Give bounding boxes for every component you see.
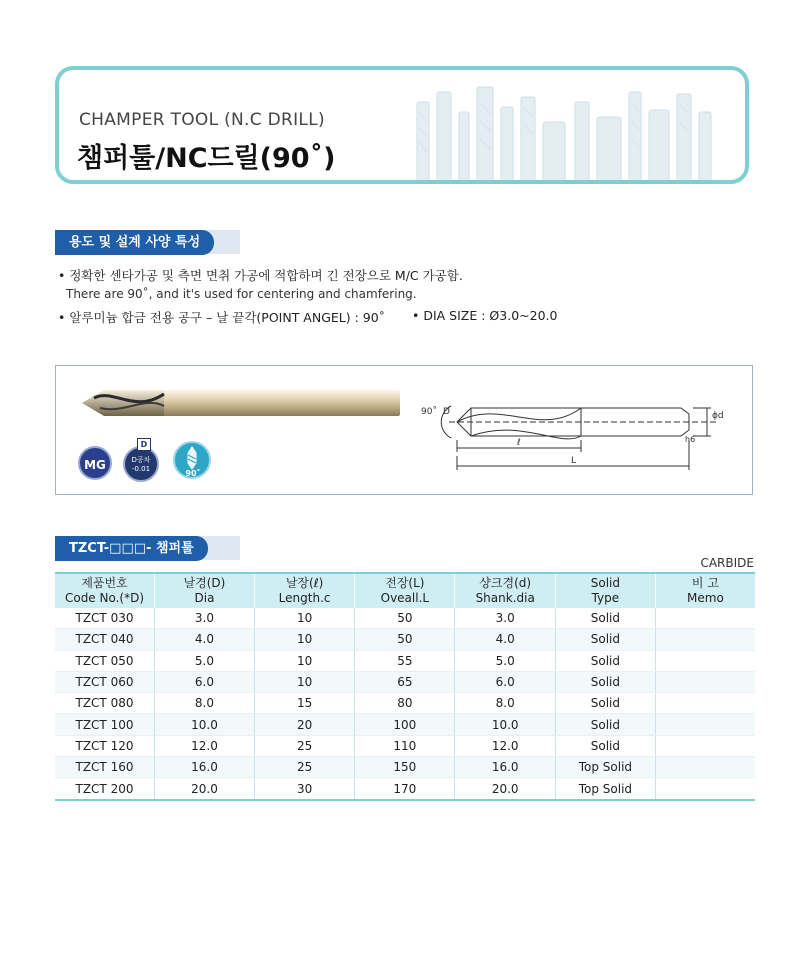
table-row: [55, 629, 755, 650]
header-dia: 날경(D) Dia: [155, 573, 255, 608]
cell-dia: 8.0: [155, 693, 255, 714]
cell-length: 25: [254, 757, 354, 778]
cell-overall: 65: [355, 671, 455, 692]
cell-length: 10: [254, 650, 354, 671]
cell-memo: [655, 650, 755, 671]
cell-code: TZCT 060: [55, 671, 155, 692]
cell-overall: 50: [355, 629, 455, 650]
header-memo: 비 고 Memo: [655, 573, 755, 608]
cell-length: 25: [254, 735, 354, 756]
cell-dia: 10.0: [155, 714, 255, 735]
feature-point-angle: • 알루미늄 합금 전용 공구 – 날 끝각(POINT ANGEL) : 90˚: [58, 310, 385, 325]
cell-dia: 3.0: [155, 608, 255, 629]
cell-shank: 6.0: [455, 671, 555, 692]
table-row: [55, 714, 755, 735]
overall-length-label: L: [571, 456, 577, 466]
cell-type: Solid: [555, 629, 655, 650]
cell-type: Solid: [555, 608, 655, 629]
page-subtitle: CHAMPER TOOL (N.C DRILL): [79, 110, 325, 130]
feature-dia-size: • DIA SIZE : Ø3.0~20.0: [412, 308, 558, 323]
cell-type: Top Solid: [555, 757, 655, 778]
drill-photo: [74, 384, 404, 424]
cell-overall: 110: [355, 735, 455, 756]
shank-dia-label: ϕd: [712, 411, 724, 421]
cell-memo: [655, 608, 755, 629]
cell-memo: [655, 735, 755, 756]
tools-illustration: [397, 72, 737, 184]
cell-overall: 100: [355, 714, 455, 735]
table-row: [55, 778, 755, 800]
cell-dia: 20.0: [155, 778, 255, 800]
table-row: [55, 757, 755, 778]
table-row: [55, 671, 755, 692]
cell-length: 10: [254, 671, 354, 692]
cell-code: TZCT 040: [55, 629, 155, 650]
cell-shank: 8.0: [455, 693, 555, 714]
cell-length: 15: [254, 693, 354, 714]
spec-table: [55, 572, 755, 801]
cell-overall: 150: [355, 757, 455, 778]
header-type: Solid Type: [555, 573, 655, 608]
cell-memo: [655, 778, 755, 800]
feature-line-ko: • 정확한 센타가공 및 측면 면취 가공에 적합하며 긴 전장으로 M/C 가공함.: [58, 268, 463, 283]
cell-type: Top Solid: [555, 778, 655, 800]
diameter-D-label: D: [443, 407, 450, 417]
table-row: [55, 693, 755, 714]
cell-shank: 16.0: [455, 757, 555, 778]
cell-shank: 3.0: [455, 608, 555, 629]
header-overall: 전장(L) Oveall.L: [355, 573, 455, 608]
material-label: CARBIDE: [700, 556, 754, 570]
cell-type: Solid: [555, 693, 655, 714]
table-header-row: [55, 573, 755, 608]
cell-overall: 55: [355, 650, 455, 671]
angle-label: 90˚: [421, 407, 437, 417]
cell-type: Solid: [555, 671, 655, 692]
table-row: [55, 608, 755, 629]
cell-length: 10: [254, 629, 354, 650]
cell-length: 20: [254, 714, 354, 735]
cell-dia: 16.0: [155, 757, 255, 778]
feature-line-en: There are 90˚, and it's used for centering and chamfering.: [66, 287, 417, 301]
cell-overall: 170: [355, 778, 455, 800]
header-shank: 샹크경(d) Shank.dia: [455, 573, 555, 608]
cell-dia: 6.0: [155, 671, 255, 692]
cell-memo: [655, 671, 755, 692]
page-title: 챔퍼툴/NC드릴(90˚): [77, 143, 336, 174]
header-box: [55, 66, 749, 184]
tolerance-label: h6: [685, 435, 696, 444]
cell-dia: 4.0: [155, 629, 255, 650]
cell-dia: 12.0: [155, 735, 255, 756]
cell-memo: [655, 757, 755, 778]
table-row: [55, 735, 755, 756]
flute-length-label: ℓ: [517, 438, 521, 448]
table-row: [55, 650, 755, 671]
cell-code: TZCT 120: [55, 735, 155, 756]
header-length: 날장(ℓ) Length.c: [254, 573, 354, 608]
tool-image-panel: [55, 365, 753, 495]
mg-badge: MG: [78, 446, 112, 480]
tolerance-badge: [123, 440, 159, 482]
cell-shank: 12.0: [455, 735, 555, 756]
cell-type: Solid: [555, 714, 655, 735]
cell-shank: 5.0: [455, 650, 555, 671]
cell-overall: 50: [355, 608, 455, 629]
cell-length: 10: [254, 608, 354, 629]
cell-code: TZCT 050: [55, 650, 155, 671]
cell-shank: 4.0: [455, 629, 555, 650]
tolerance-badge-line1: D공차: [131, 456, 151, 464]
header-code: 제품번호 Code No.(*D): [55, 573, 155, 608]
cell-code: TZCT 030: [55, 608, 155, 629]
cell-shank: 20.0: [455, 778, 555, 800]
cell-code: TZCT 080: [55, 693, 155, 714]
cell-memo: [655, 693, 755, 714]
technical-drawing: [421, 378, 741, 490]
point-angle-badge-label: 90˚: [185, 469, 201, 478]
cell-length: 30: [254, 778, 354, 800]
cell-code: TZCT 160: [55, 757, 155, 778]
cell-memo: [655, 629, 755, 650]
cell-overall: 80: [355, 693, 455, 714]
cell-code: TZCT 200: [55, 778, 155, 800]
cell-memo: [655, 714, 755, 735]
cell-code: TZCT 100: [55, 714, 155, 735]
cell-dia: 5.0: [155, 650, 255, 671]
cell-type: Solid: [555, 735, 655, 756]
cell-shank: 10.0: [455, 714, 555, 735]
cell-type: Solid: [555, 650, 655, 671]
series-label: TZCT-□□□- 챔퍼툴: [55, 536, 208, 561]
features-label: 용도 및 설계 사양 특성: [55, 230, 214, 255]
point-angle-badge: [173, 441, 211, 479]
tolerance-badge-line2: -0.01: [131, 465, 151, 473]
tolerance-badge-top: D: [137, 438, 151, 451]
